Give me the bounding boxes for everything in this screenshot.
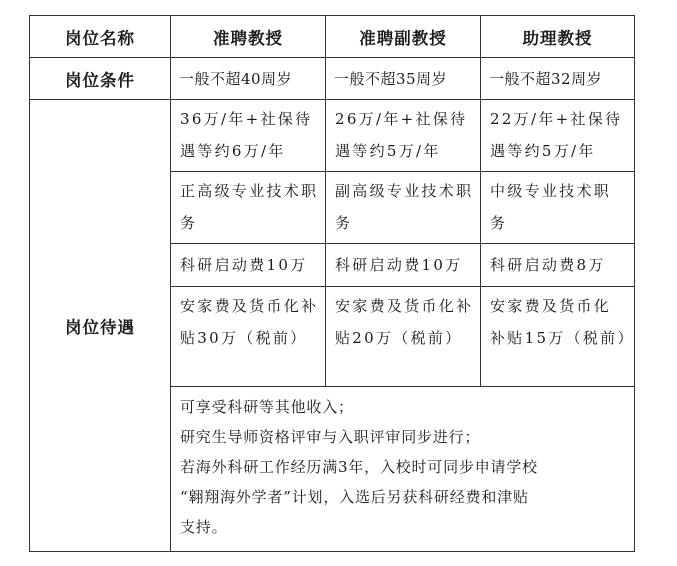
benefits-notes (171, 387, 635, 552)
research-fund-professor: 科研启动费10万 (171, 244, 326, 287)
housing-assistant-professor: 安家费及货币化补贴15万（税前） (481, 287, 635, 387)
research-fund-associate-professor: 科研启动费10万 (326, 244, 481, 287)
condition-professor: 一般不超40周岁 (171, 58, 326, 100)
note-line: 研究生导师资格评审与入职评审同步进行； (180, 428, 481, 446)
conditions-label: 岗位条件 (30, 58, 171, 100)
note-line: 可享受科研等其他收入； (180, 398, 354, 416)
condition-associate-professor: 一般不超35周岁 (326, 58, 481, 100)
salary-professor: 36万/年+社保待遇等约6万/年 (171, 100, 326, 172)
header-position-name: 岗位名称 (30, 16, 171, 58)
conditions-row (30, 58, 635, 100)
housing-professor: 安家费及货币化补贴30万（税前） (171, 287, 326, 387)
condition-assistant-professor: 一般不超32周岁 (481, 58, 635, 100)
note-line: 若海外科研工作经历满3年，入校时可同步申请学校 (180, 458, 538, 476)
note-line: 支持。 (180, 518, 228, 536)
header-row (30, 16, 635, 58)
header-professor: 准聘教授 (171, 16, 326, 58)
recruitment-table (29, 15, 635, 552)
title-professor: 正高级专业技术职务 (171, 172, 326, 244)
benefits-label: 岗位待遇 (30, 100, 171, 552)
title-assistant-professor: 中级专业技术职务 (481, 172, 635, 244)
header-associate-professor: 准聘副教授 (326, 16, 481, 58)
note-line: “翱翔海外学者”计划，入选后另获科研经费和津贴 (180, 488, 529, 506)
title-associate-professor: 副高级专业技术职务 (326, 172, 481, 244)
salary-row (30, 100, 635, 172)
salary-associate-professor: 26万/年+社保待遇等约5万/年 (326, 100, 481, 172)
header-assistant-professor: 助理教授 (481, 16, 635, 58)
salary-assistant-professor: 22万/年+社保待遇等约5万/年 (481, 100, 635, 172)
housing-associate-professor: 安家费及货币化补贴20万（税前） (326, 287, 481, 387)
research-fund-assistant-professor: 科研启动费8万 (481, 244, 635, 287)
